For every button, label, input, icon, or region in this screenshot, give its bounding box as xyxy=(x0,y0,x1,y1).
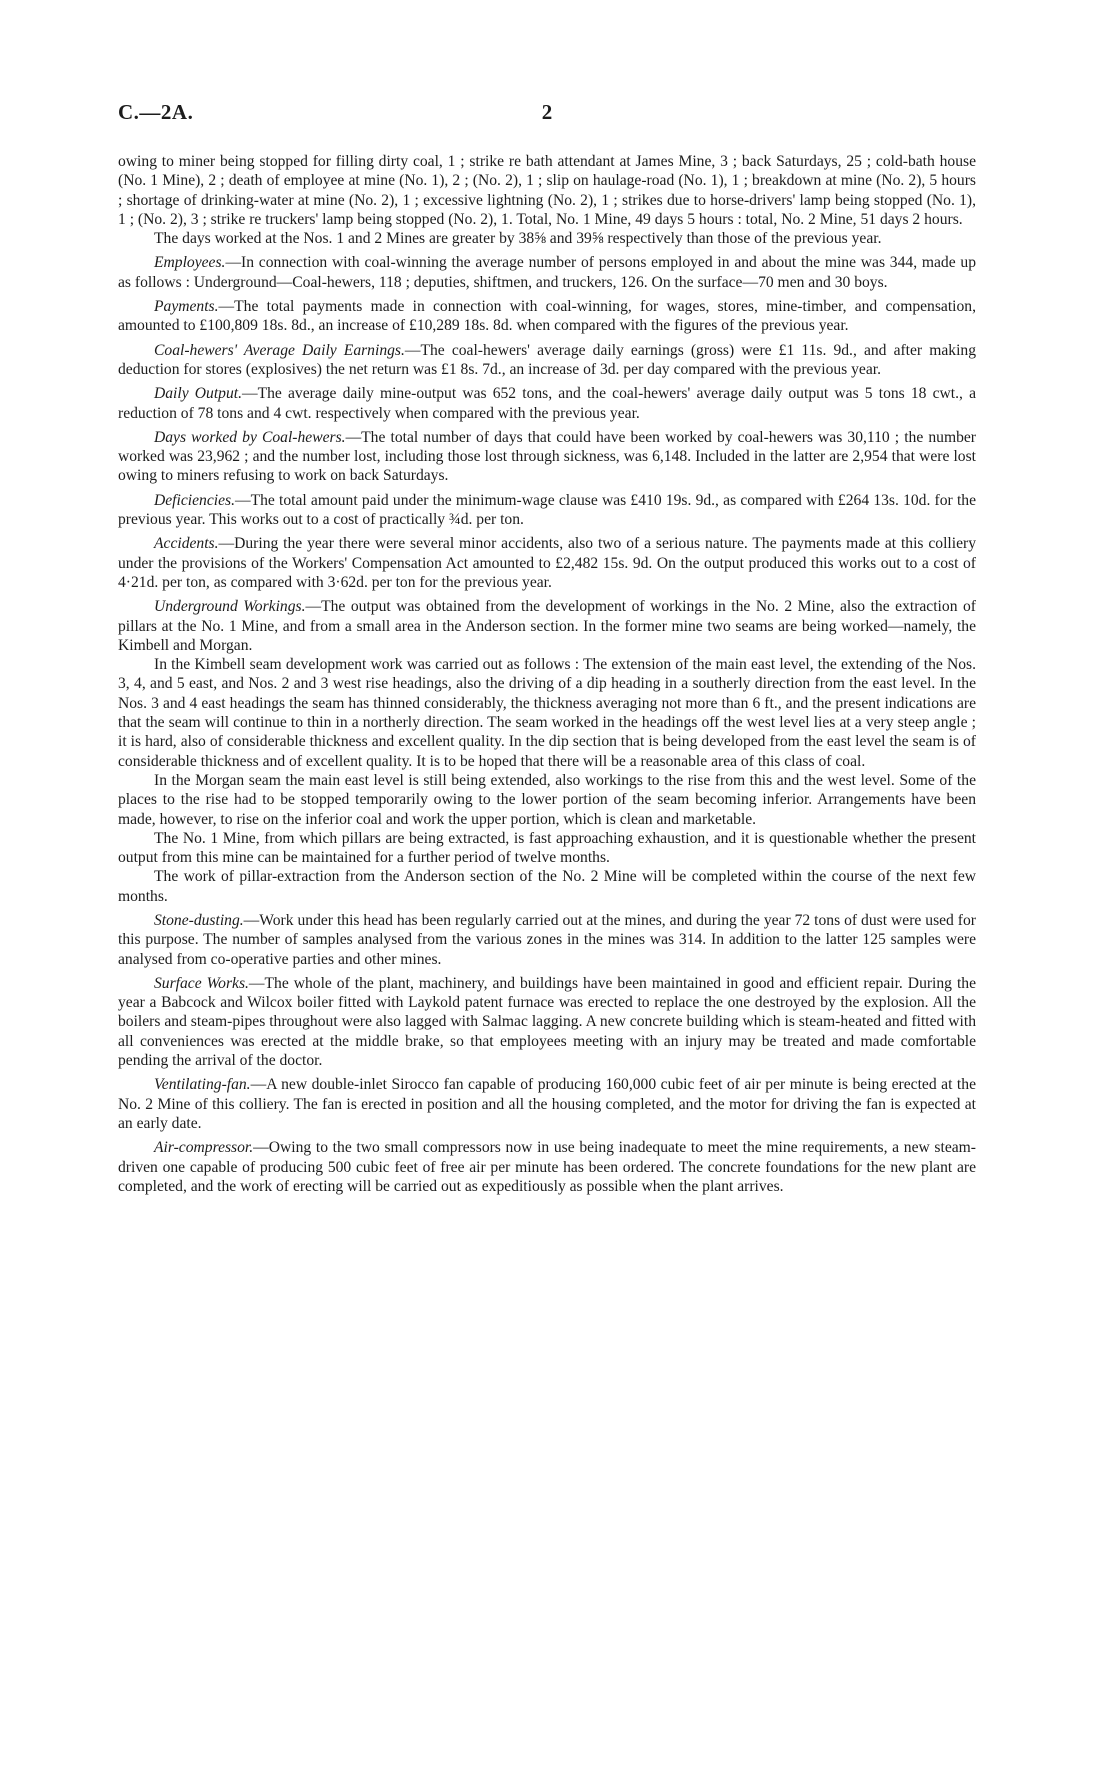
paragraph-heading: Air-compressor. xyxy=(154,1139,254,1157)
page-number: 2 xyxy=(541,100,553,124)
paragraph-heading: Accidents. xyxy=(154,535,219,553)
paragraph-heading: Surface Works. xyxy=(154,974,249,992)
paragraph-heading: Coal-hewers' Average Daily Earnings. xyxy=(154,341,405,359)
paragraph-text: owing to miner being stopped for filling dirty coal, 1 ; strike re bath attendant at James Mine, 3 ; back Saturdays, 25 ; cold-bath house (No. 1 Mine), 2 ; death of employee at mine (No. 1), 2 ; (No. 2), 1 ; slip on haulage-road (No. 1), 1 ; breakdown at mine (No. 2), 5 hours ; shortage of drinking-water at mine (No. 2), 1 ; excessive lightning (No. 2), 1 ; strikes due to horse-drivers' lamp being stopped (No. 1), 1 ; (No. 2), 3 ; strike re truckers' lamp being stopped (No. 2), 1. Total, No. 1 Mine, 49 days 5 hours : total, No. 2 Mine, 51 days 2 hours. xyxy=(118,153,976,228)
paragraph-heading: Underground Workings. xyxy=(154,598,306,616)
paragraph-anderson-section xyxy=(118,867,976,906)
paragraph-text: —The total amount paid under the minimum-wage clause was £410 19s. 9d., as compared with £264 13s. 10d. for the previous year. This works out to a cost of practically ¾d. per ton. xyxy=(118,491,976,529)
paragraph-surface-works xyxy=(118,974,976,1070)
paragraph-text: —During the year there were several minor accidents, also two of a serious nature. The payments made at this colliery under the provisions of the Workers' Compensation Act amounted to £2,482 15s. 9d. On the output produced this works out to a cost of 4·21d. per ton, as compared with 3·62d. per ton for the previous year. xyxy=(118,535,976,591)
paragraph-text: —The total payments made in connection with coal-winning, for wages, stores, mine-timber, and compensation, amounted to £100,809 18s. 8d., an increase of £10,289 18s. 8d. when compared with the figures of the previous year. xyxy=(118,298,976,335)
paragraph-deficiencies xyxy=(118,491,976,530)
paragraph-heading: Ventilating-fan. xyxy=(154,1076,251,1094)
paragraph-text: —Owing to the two small compressors now in use being inadequate to meet the mine requirements, a new steam-driven one capable of producing 500 cubic feet of free air per minute has been ordered. The concrete foundations for the new plant are completed, and the work of erecting will be carried out as expeditiously as possible when the plant arrives. xyxy=(118,1139,976,1195)
paragraph-heading: Days worked by Coal-hewers. xyxy=(154,428,346,446)
paragraph-text: —Work under this head has been regularly carried out at the mines, and during the year 72 tons of dust were used for this purpose. The number of samples analysed from the various zones in the mines was 314. In addition to the latter 125 samples were analysed from co-operative parties and other mines. xyxy=(118,911,976,968)
paragraph-average-daily-earnings xyxy=(118,341,976,380)
paragraph-air-compressor xyxy=(118,1138,976,1196)
paragraph-no1-mine xyxy=(118,829,976,868)
paragraph-heading: Payments. xyxy=(154,298,219,316)
paragraph-ventilating-fan xyxy=(118,1075,976,1133)
paragraph-payments xyxy=(118,297,976,336)
paragraph-text: —The coal-hewers' average daily earnings (gross) were £1 11s. 9d., and after making deduction for stores (explosives) the net return was £1 8s. 7d., an increase of 3d. per day compared with the previous year. xyxy=(118,341,977,378)
paragraph-accidents xyxy=(118,534,976,592)
paragraph-text: —The average daily mine-output was 652 tons, and the coal-hewers' average daily output was 5 tons 18 cwt., a reduction of 78 tons and 4 cwt. respectively when compared with the previous year. xyxy=(118,385,976,422)
paragraph-text: The days worked at the Nos. 1 and 2 Mines are greater by 38⅝ and 39⅝ respectively than those of the previous year. xyxy=(154,230,882,248)
paragraph-heading: Deficiencies. xyxy=(154,491,235,509)
paragraph-text: In the Kimbell seam development work was carried out as follows : The extension of the main east level, the extending of the Nos. 3, 4, and 5 east, and Nos. 2 and 3 west rise headings, also the driving of a dip heading in a southerly direction from the east level. In the Nos. 3 and 4 east headings the seam has thinned considerably, the thickness averaging not more than 6 ft., and the present indications are that the seam will continue to thin in a northerly direction. The seam worked in the headings off the west level lies at a very steep angle ; it is hard, also of considerable thickness and excellent quality. In the dip section that is being developed from the east level the seam is of considerable thickness and of excellent quality. It is to be hoped that there will be a reasonable area of this class of coal. xyxy=(118,656,976,770)
paragraph-days-worked xyxy=(118,229,976,248)
paragraph-heading: Daily Output. xyxy=(154,385,243,403)
paragraph-text: The work of pillar-extraction from the Anderson section of the No. 2 Mine will be completed within the course of the next few months. xyxy=(118,868,976,905)
paragraph-heading: Employees. xyxy=(154,254,226,272)
paragraph-text: In the Morgan seam the main east level is still being extended, also workings to the rise from this and the west level. Some of the places to the rise had to be stopped temporarily owing to the lower portion of the seam becoming inferior. Arrangements have been made, however, to rise on the inferior coal and work the upper portion, which is clean and marketable. xyxy=(118,771,976,828)
paragraph-text: —In connection with coal-winning the average number of persons employed in and about the mine was 344, made up as follows : Underground—Coal-hewers, 118 ; deputies, shiftmen, and truckers, 126. On the surface—70 men and 30 boys. xyxy=(118,254,976,291)
page-header xyxy=(118,100,976,130)
paragraph-days-worked-coal-hewers xyxy=(118,428,976,486)
paragraph-stone-dusting xyxy=(118,911,976,969)
paragraph-employees xyxy=(118,253,976,292)
paragraph-text: —A new double-inlet Sirocco fan capable of producing 160,000 cubic feet of air per minute is being erected at the No. 2 Mine of this colliery. The fan is erected in position and all the housing completed, and the motor for driving the fan is expected at an early date. xyxy=(118,1076,976,1132)
paragraph-text: —The whole of the plant, machinery, and buildings have been maintained in good and efficient repair. During the year a Babcock and Wilcox boiler fitted with Laykold patent furnace was erected to replace the one destroyed by the explosion. All the boilers and steam-pipes throughout were also lagged with Salmac lagging. A new concrete building which is steam-heated and fitted with all conveniences was erected at the middle brake, so that employees meeting with an injury may be treated and made comfortable pending the arrival of the doctor. xyxy=(118,974,976,1070)
paragraph-underground-workings xyxy=(118,597,976,655)
body-text xyxy=(118,152,976,1201)
paragraph-stoppages-continued xyxy=(118,152,976,229)
paragraph-kimbell-seam xyxy=(118,655,976,771)
paragraph-text: —The output was obtained from the development of workings in the No. 2 Mine, also the extraction of pillars at the No. 1 Mine, and from a small area in the Anderson section. In the former mine two seams are being worked—namely, the Kimbell and Morgan. xyxy=(118,598,976,654)
paragraph-text: The No. 1 Mine, from which pillars are being extracted, is fast approaching exhaustion, and it is questionable whether the present output from this mine can be maintained for a further period of twelve months. xyxy=(118,829,976,867)
paragraph-heading: Stone-dusting. xyxy=(154,911,244,929)
document-reference: C.—2A. xyxy=(118,100,194,124)
paragraph-morgan-seam xyxy=(118,771,976,829)
paragraph-daily-output xyxy=(118,384,976,423)
paragraph-text: —The total number of days that could have been worked by coal-hewers was 30,110 ; the number worked was 23,962 ; and the number lost, including those lost through sickness, was 6,148. Included in the latter are 2,954 that were lost owing to miners refusing to work on back Saturdays. xyxy=(118,428,977,485)
